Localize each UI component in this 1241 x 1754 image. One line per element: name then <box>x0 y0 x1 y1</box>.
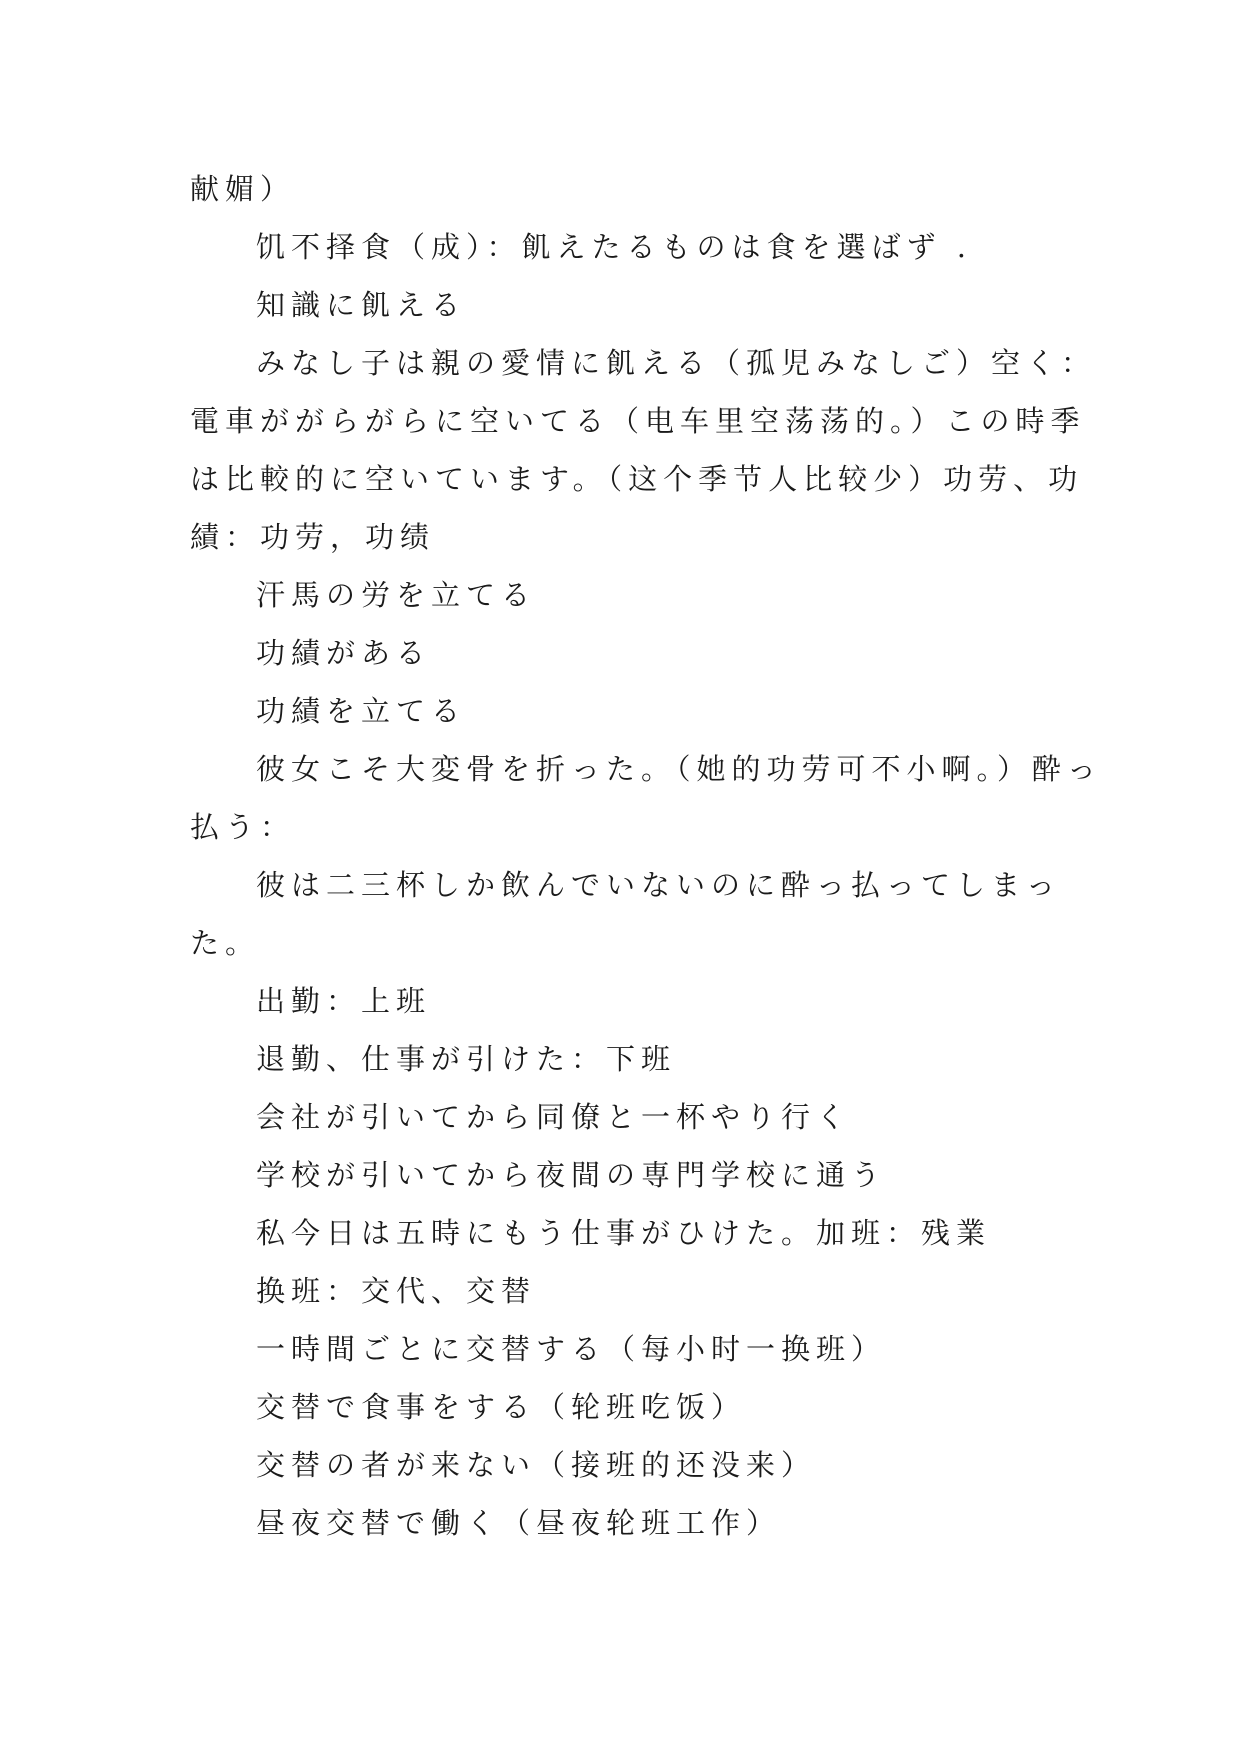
text-line: 一時間ごとに交替する（每小时一换班） <box>256 1332 887 1366</box>
text-line: 献媚） <box>190 172 296 206</box>
text-line: 知識に飢える <box>256 288 467 322</box>
text-line: は比較的に空いています。（这个季节人比较少）功劳、功 <box>190 462 1084 496</box>
document-body <box>190 160 1103 1552</box>
text-line: 交替で食事をする（轮班吃饭） <box>256 1390 747 1424</box>
text-line: 私今日は五時にもう仕事がひけた。加班：残業 <box>256 1216 992 1250</box>
text-line: 换班：交代、交替 <box>256 1274 537 1308</box>
text-line: 彼女こそ大変骨を折った。（她的功劳可不小啊。）酔っ <box>256 752 1103 786</box>
text-line: みなし子は親の愛情に飢える（孤児みなしご）空く： <box>256 346 1097 380</box>
text-line: 昼夜交替で働く（昼夜轮班工作） <box>256 1506 782 1540</box>
text-line: 払う： <box>190 810 296 844</box>
text-line: 績：功劳，功绩 <box>190 520 436 554</box>
text-line: 会社が引いてから同僚と一杯やり行く <box>256 1100 852 1134</box>
text-line: 学校が引いてから夜間の専門学校に通う <box>256 1158 887 1192</box>
text-line: 電車ががらがらに空いてる（电车里空荡荡的。）この時季 <box>190 404 1086 438</box>
text-line: 彼は二三杯しか飲んでいないのに酔っ払ってしまっ <box>256 868 1062 902</box>
text-line: 功績がある <box>256 636 432 670</box>
text-line: 退勤、仕事が引けた：下班 <box>256 1042 677 1076</box>
text-line: 功績を立てる <box>256 694 467 728</box>
text-line: 饥不择食（成）：飢えたるものは食を選ばず . <box>256 230 972 264</box>
text-line: た。 <box>190 926 261 960</box>
text-line: 出勤：上班 <box>256 984 432 1018</box>
text-line: 交替の者が来ない（接班的还没来） <box>256 1448 817 1482</box>
text-line: 汗馬の労を立てる <box>256 578 537 612</box>
